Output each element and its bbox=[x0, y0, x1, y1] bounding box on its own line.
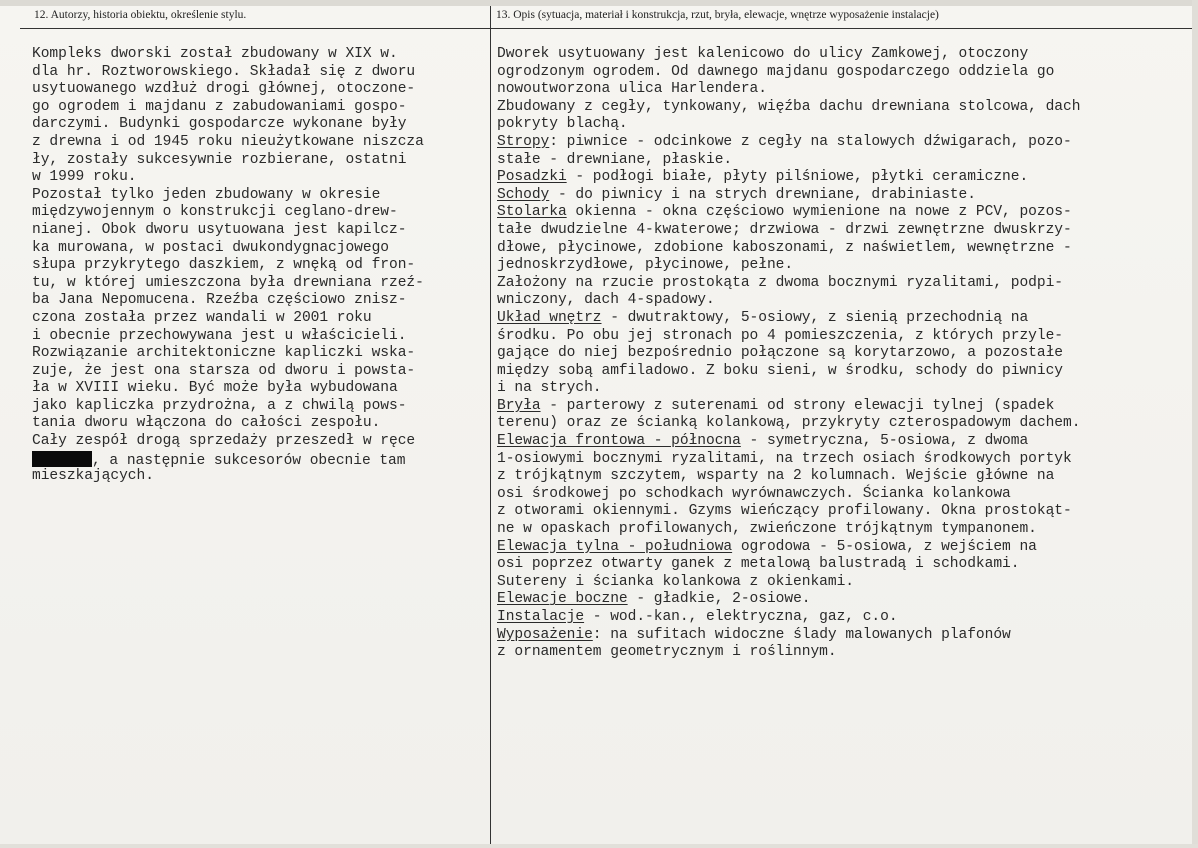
history-text-line: ba Jana Nepomucena. Rzeźba częściowo znisz- bbox=[32, 292, 407, 309]
description-text-line bbox=[497, 363, 1185, 381]
description-text: z trójkątnym szczytem, wsparty na 2 kolumnach. Wejście główne na bbox=[497, 468, 1055, 485]
description-text: - gładkie, 2-osiowe. bbox=[627, 591, 811, 608]
description-text: z otworami okiennymi. Gzyms wieńczący profilowany. Okna prostokąt- bbox=[497, 503, 1072, 520]
description-text-line bbox=[497, 644, 1185, 662]
description-text: - wod.-kan., elektryczna, gaz, c.o. bbox=[584, 609, 898, 625]
section-heading-underlined: Posadzki bbox=[497, 169, 567, 186]
description-text: 1-osiowymi bocznymi ryzalitami, na trzech osiach środkowych portyk bbox=[497, 450, 1072, 467]
description-text-line bbox=[497, 591, 1185, 609]
description-text: między sobą amfiladowo. Z boku sieni, w środku, schody do piwnicy bbox=[497, 362, 1063, 379]
description-text: gające do niej bezpośrednio połączone są korytarzowo, a pozostałe bbox=[497, 345, 1063, 362]
description-text: osi poprzez otwarty ganek z metalową balustradą i schodkami. bbox=[497, 556, 1020, 573]
scan-edge-right bbox=[1192, 0, 1198, 848]
history-text-line: go ogrodem i majdanu z zabudowaniami gospo- bbox=[32, 98, 407, 115]
description-text-line bbox=[497, 64, 1185, 82]
scan-edge-top bbox=[0, 0, 1198, 6]
description-text: - parterowy z suterenami od strony elewacji tylnej (spadek bbox=[540, 397, 1055, 414]
description-text-line bbox=[497, 433, 1185, 451]
section-heading-underlined: Stropy bbox=[497, 133, 550, 150]
description-text-line bbox=[497, 574, 1185, 592]
description-text: pokryty blachą. bbox=[497, 116, 628, 133]
history-text-line: usytuowanego wzdłuż drogi głównej, otoczone- bbox=[32, 81, 416, 98]
description-text: Dworek usytuowany jest kalenicowo do ulicy Zamkowej, otoczony bbox=[497, 46, 1029, 62]
description-text-line bbox=[497, 345, 1185, 363]
description-text-line bbox=[497, 486, 1185, 504]
history-text-line: międzywojennym o konstrukcji ceglano-drew- bbox=[32, 204, 398, 221]
history-text-line: Rozwiązanie architektoniczne kapliczki wska- bbox=[32, 345, 416, 362]
history-text-line: ka murowana, w postaci dwukondygnacjowego bbox=[32, 239, 390, 256]
description-text-line bbox=[497, 257, 1185, 275]
description-text-line bbox=[497, 152, 1185, 170]
description-text-line bbox=[497, 116, 1185, 134]
scan-edge-bottom bbox=[0, 844, 1198, 848]
description-text: ne w opaskach profilowanych, zwieńczone trójkątnym tympanonem. bbox=[497, 521, 1037, 538]
history-text-column bbox=[32, 46, 488, 486]
history-text-line: darczymi. Budynki gospodarcze wykonane były bbox=[32, 116, 407, 133]
history-text-line: tania dworu włączona do całości zespołu. bbox=[32, 415, 381, 432]
history-text-line: w 1999 roku. bbox=[32, 169, 137, 186]
description-text-line bbox=[497, 609, 1185, 627]
description-text: wniczony, dach 4-spadowy. bbox=[497, 292, 715, 309]
section-heading-underlined: Instalacje bbox=[497, 609, 585, 625]
history-text-fragment: , a następnie sukcesorów obecnie tam bbox=[92, 452, 406, 469]
history-text-line: Cały zespół drogą sprzedaży przeszedł w ręce bbox=[32, 433, 416, 450]
description-text: tałe dwudzielne 4-kwaterowe; drzwiowa - drzwi zewnętrzne dwuskrzy- bbox=[497, 221, 1072, 238]
description-text: - do piwnicy i na strych drewniane, drabiniaste. bbox=[549, 186, 976, 203]
description-text: z ornamentem geometrycznym i roślinnym. bbox=[497, 644, 837, 661]
description-text: i na strych. bbox=[497, 380, 602, 397]
section-12-header: 12. Autorzy, historia obiektu, określenie stylu. bbox=[34, 9, 247, 21]
description-text-line bbox=[497, 380, 1185, 398]
description-text: dłowe, płycinowe, zdobione kaboszonami, z naświetlem, wewnętrzne - bbox=[497, 239, 1072, 256]
history-text-line: i obecnie przechowywana jest u właścicieli. bbox=[32, 327, 407, 344]
description-text-line bbox=[497, 398, 1185, 416]
description-text: osi środkowej po schodkach wyrównawczych. Ścianka kolankowa bbox=[497, 485, 1011, 502]
section-13-header: 13. Opis (sytuacja, materiał i konstrukcja, rzut, bryła, elewacje, wnętrze wyposażenie instalacje) bbox=[496, 9, 939, 21]
section-heading-underlined: Wyposażenie bbox=[497, 626, 593, 643]
history-text-line: ły, zostały sukcesywnie rozbierane, ostatni bbox=[32, 151, 407, 168]
description-text-line bbox=[497, 81, 1185, 99]
history-text-line: ła w XVIII wieku. Być może była wybudowana bbox=[32, 380, 398, 397]
description-text-line bbox=[497, 99, 1185, 117]
description-text: : na sufitach widoczne ślady malowanych plafonów bbox=[592, 626, 1011, 643]
description-text-line bbox=[497, 451, 1185, 469]
redaction-box bbox=[32, 451, 92, 467]
history-text-line bbox=[32, 451, 488, 469]
history-text-line: jako kapliczka przydrożna, a z chwilą pows- bbox=[32, 397, 407, 414]
description-text: - podłogi białe, płyty pilśniowe, płytki ceramiczne. bbox=[566, 169, 1029, 186]
section-heading-underlined: Układ wnętrz bbox=[497, 309, 602, 326]
history-text-line: mieszkających. bbox=[32, 468, 154, 485]
description-text-line bbox=[497, 468, 1185, 486]
description-text-line bbox=[497, 521, 1185, 539]
description-text: : piwnice - odcinkowe z cegły na stalowych dźwigarach, pozo- bbox=[549, 133, 1072, 150]
history-text-line: czona została przez wandali w 2001 roku bbox=[32, 309, 372, 326]
description-text-line bbox=[497, 328, 1185, 346]
description-text-line bbox=[497, 310, 1185, 328]
section-heading-underlined: Elewacje boczne bbox=[497, 591, 628, 608]
description-text-line bbox=[497, 222, 1185, 240]
description-text-line bbox=[497, 275, 1185, 293]
section-heading-underlined: Elewacja tylna - południowa bbox=[497, 538, 733, 555]
section-heading-underlined: Stolarka bbox=[497, 204, 567, 221]
section-heading-underlined: Bryła bbox=[497, 397, 541, 414]
description-text: Założony na rzucie prostokąta z dwoma bocznymi ryzalitami, podpi- bbox=[497, 274, 1063, 291]
section-heading-underlined: Schody bbox=[497, 186, 550, 203]
description-text-line bbox=[497, 627, 1185, 645]
section-heading-underlined: Elewacja frontowa - północna bbox=[497, 433, 741, 450]
description-text-line bbox=[497, 46, 1185, 64]
history-text-line: Kompleks dworski został zbudowany w XIX w. bbox=[32, 46, 398, 62]
history-text-line: słupa przykrytego daszkiem, z wnęką od fron- bbox=[32, 257, 416, 274]
history-text-line: Pozostał tylko jeden zbudowany w okresie bbox=[32, 186, 381, 203]
description-text-line bbox=[497, 539, 1185, 557]
description-text-line bbox=[497, 503, 1185, 521]
description-text: jednoskrzydłowe, płycinowe, pełne. bbox=[497, 257, 794, 274]
description-text: środku. Po obu jej stronach po 4 pomieszczenia, z których przyle- bbox=[497, 327, 1063, 344]
description-text-line bbox=[497, 204, 1185, 222]
description-text: - dwutraktowy, 5-osiowy, z sienią przechodnią na bbox=[601, 309, 1029, 326]
description-text-line bbox=[497, 556, 1185, 574]
history-text-line: dla hr. Roztworowskiego. Składał się z dworu bbox=[32, 63, 416, 80]
description-text: terenu) oraz ze ścianką kolankową, przykryty czterospadowym dachem. bbox=[497, 415, 1081, 432]
history-text-line: tu, w której umieszczona była drewniana rzeź- bbox=[32, 274, 424, 291]
history-text-line: nianej. Obok dworu usytuowana jest kapilcz- bbox=[32, 221, 407, 238]
history-text-line: z drewna i od 1945 roku nieużytkowane niszcza bbox=[32, 133, 424, 150]
header-divider bbox=[20, 28, 1192, 29]
description-text: Sutereny i ścianka kolankowa z okienkami. bbox=[497, 573, 855, 590]
column-divider bbox=[490, 6, 491, 844]
description-text: Zbudowany z cegły, tynkowany, więźba dachu drewniana stolcowa, dach bbox=[497, 98, 1081, 115]
description-text-line bbox=[497, 169, 1185, 187]
description-text-line bbox=[497, 415, 1185, 433]
description-text: nowoutworzona ulica Harlendera. bbox=[497, 81, 767, 98]
description-text-line bbox=[497, 292, 1185, 310]
description-text-line bbox=[497, 240, 1185, 258]
description-text: ogrodowa - 5-osiowa, z wejściem na bbox=[732, 538, 1037, 555]
description-text-column bbox=[497, 46, 1185, 662]
description-text-line bbox=[497, 134, 1185, 152]
description-text: - symetryczna, 5-osiowa, z dwoma bbox=[740, 433, 1029, 450]
description-text: ogrodzonym ogrodem. Od dawnego majdanu gospodarczego oddziela go bbox=[497, 63, 1055, 80]
description-text: stałe - drewniane, płaskie. bbox=[497, 151, 733, 168]
description-text-line bbox=[497, 187, 1185, 205]
history-text-line: zuje, że jest ona starsza od dworu i powsta- bbox=[32, 362, 416, 379]
description-text: okienna - okna częściowo wymienione na nowe z PCV, pozos- bbox=[566, 204, 1072, 221]
